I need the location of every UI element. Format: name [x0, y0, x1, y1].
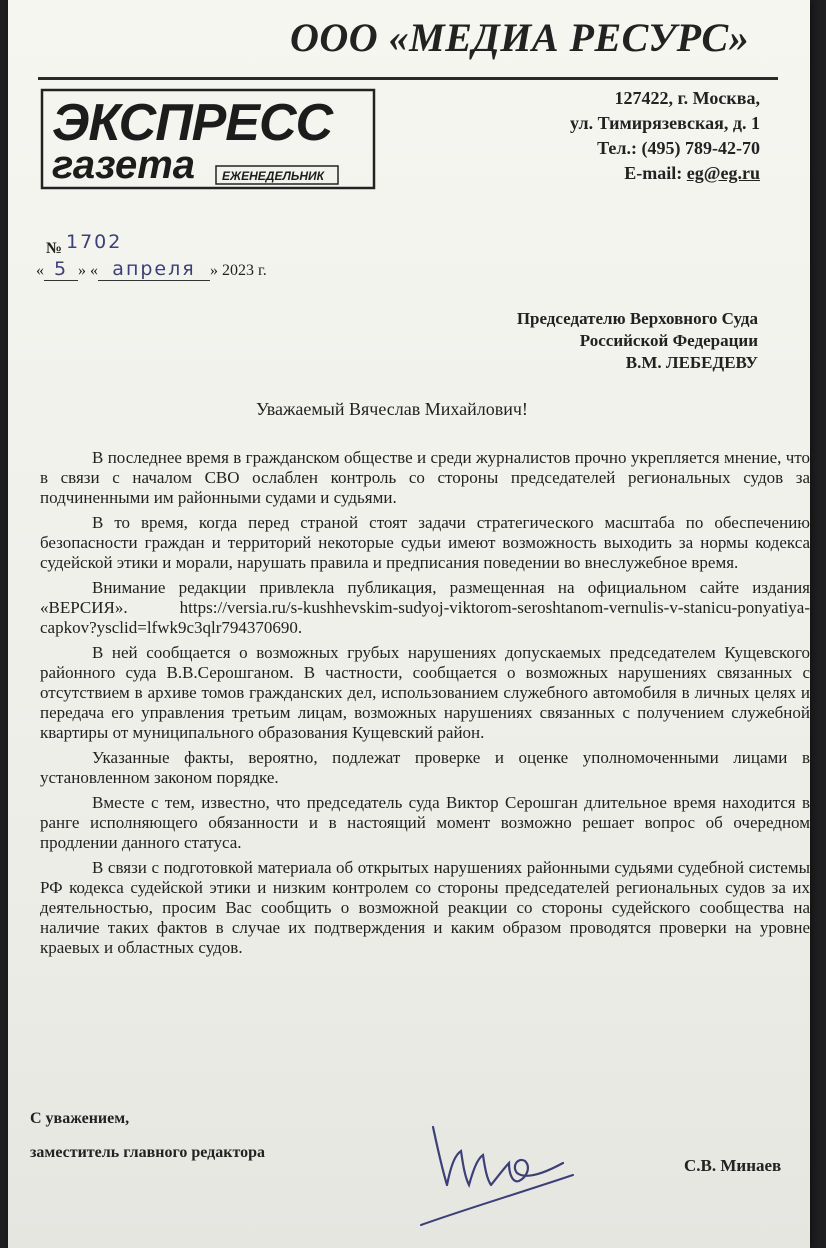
address-postal: 127422, г. Москва,	[614, 88, 760, 108]
paragraph-4: В ней сообщается о возможных грубых нарушениях допускаемых председателем Кущевского районного суда В.В.Серошганом. В частности, сообщается о возможных нарушениях связанных с отсутствием в архиве томов гражданских дел, использованием служебного автомобиля в личных целях и передача его управления третьим лицам, возможных нарушениях связанных с получением служебной квартиры от муниципального образования Кущевский район.	[40, 643, 810, 742]
signatory-name: С.В. Минаев	[684, 1156, 782, 1175]
express-gazeta-logo	[38, 86, 378, 196]
recipient-line1: Председателю Верховного Суда	[516, 309, 758, 328]
paragraph-5: Указанные факты, вероятно, подлежат проверке и оценке уполномоченными лицами в установленном законом порядке.	[40, 748, 810, 787]
company-name: ООО «МЕДИА РЕСУРС»	[290, 15, 750, 60]
closing-position: заместитель главного редактора	[30, 1144, 266, 1161]
paragraph-2: В то время, когда перед страной стоят задачи стратегического масштаба по обеспечению безопасности граждан и территорий некоторые судьи имеют возможность выходить за нормы кодекса судейской этики и морали, нарушать правила и предписания поведении во внеслужебное время.	[40, 513, 810, 572]
address-phone: Тел.: (495) 789-42-70	[597, 138, 760, 158]
handwritten-signature	[413, 1115, 583, 1230]
recipient-line3: В.М. ЛЕБЕДЕВУ	[625, 353, 758, 372]
address-email	[570, 161, 760, 186]
reference-number: 1702	[66, 231, 123, 253]
date-day: 5	[44, 258, 78, 281]
header-rule	[38, 77, 778, 80]
greeting: Уважаемый Вячеслав Михайлович!	[256, 399, 528, 419]
date-mid-quote: » «	[78, 262, 98, 279]
paragraph-6: Вместе с тем, известно, что председатель суда Виктор Серошган длительное время находится в ранге исполняющего обязанности и в настоящий момент возможно решает вопрос об очередном продлении данного статуса.	[40, 793, 810, 852]
logo-tag: ЕЖЕНЕДЕЛЬНИК	[222, 169, 325, 183]
letter-body	[40, 448, 810, 963]
reference-number-label: №	[46, 240, 63, 257]
recipient-block	[517, 308, 758, 374]
date-year: » 2023 г.	[210, 262, 267, 279]
logo-line1: ЭКСПРЕСС	[52, 94, 333, 152]
closing-regards: С уважением,	[30, 1110, 130, 1127]
paragraph-1: В последнее время в гражданском обществе и среди журналистов прочно укрепляется мнение, что в связи с началом СВО ослаблен контроль со стороны председателей региональных судов за подчиненными им районными судами и судьями.	[40, 448, 810, 507]
logo-line2: газета	[52, 143, 196, 187]
paragraph-7: В связи с подготовкой материала об открытых нарушениях районными судьями судебной системы РФ кодекса судейской этики и низким контролем со стороны председателей региональных судов за их деятельностью, просим Вас сообщить о возможной реакции со стороны судейского сообщества на наличие таких фактов в случае их подтверждения и каким образом проводятся проверки на уровне краевых и областных судов.	[40, 858, 810, 957]
company-address	[570, 86, 760, 186]
address-street: ул. Тимирязевская, д. 1	[569, 113, 760, 133]
closing-block	[30, 1102, 265, 1170]
recipient-line2: Российской Федерации	[579, 331, 758, 350]
paragraph-3: Внимание редакции привлекла публикация, размещенная на официальном сайте издания «ВЕРСИЯ». https://versia.ru/s-kushhevskim-sudyoj-viktorom-seroshtanom-vernulis-v-stanicu-ponyatiya-capkov?ysclid=lfwk9c3qlr794370690.	[40, 578, 810, 637]
reference-date	[36, 258, 267, 281]
date-open-quote: «	[36, 262, 44, 279]
letter-page	[8, 0, 810, 1248]
email-label: E-mail:	[624, 163, 687, 183]
email-link[interactable]: eg@eg.ru	[686, 163, 760, 183]
date-month: апреля	[98, 258, 210, 281]
